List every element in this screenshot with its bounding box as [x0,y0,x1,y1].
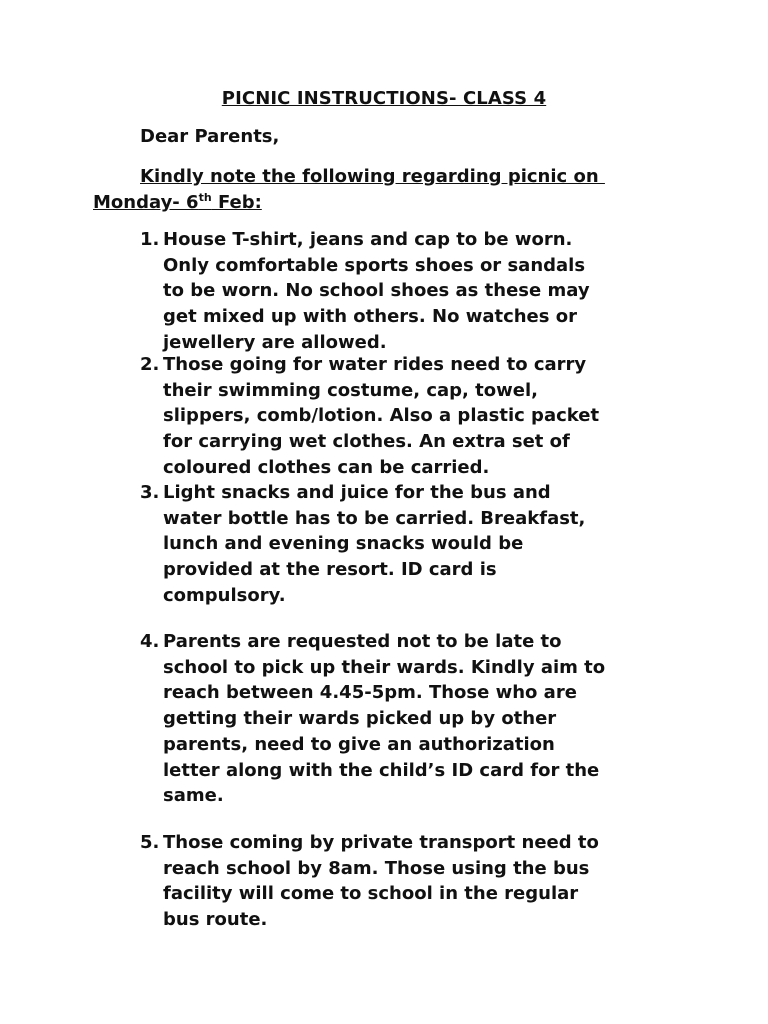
list-item-number: 4. [140,631,160,652]
list-item-1 [140,227,700,356]
list-item-number: 1. [140,229,160,250]
document-title: PICNIC INSTRUCTIONS- CLASS 4 [221,88,547,109]
list-item-text: Parents are requested not to be late to school to pick up their wards. Kindly aim to reach between 4.45-5pm. Those who are getting their wards picked up by other parents, need to give an authorization letter along with the child’s ID card for the same. [163,631,606,807]
list-item-text: Those coming by private transport need to reach school by 8am. Those using the bus facility will come to school in the regular bus route. [163,832,599,931]
intro-date-prefix: Monday- 6 [93,192,199,213]
list-item-2 [140,352,700,481]
list-item-text: House T-shirt, jeans and cap to be worn. Only comfortable sports shoes or sandals to be worn. No school shoes as these may get mixed up with others. No watches or jewellery are allowed. [163,229,590,353]
intro-paragraph [93,164,693,216]
intro-date-suffix: Feb: [211,192,262,213]
list-item-3 [140,480,700,609]
list-item-number: 3. [140,482,160,503]
intro-line-1: Kindly note the following regarding picnic on [140,166,605,187]
list-item-4 [140,629,700,809]
list-item-text: Those going for water rides need to carry their swimming costume, cap, towel, slippers, comb/lotion. Also a plastic packet for carrying wet clothes. An extra set of coloured clothes can be carried. [163,354,600,478]
list-item-text: Light snacks and juice for the bus and water bottle has to be carried. Breakfast, lunch and evening snacks would be provided at the resort. ID card is compulsory. [163,482,586,606]
intro-line-2 [93,190,693,216]
greeting: Dear Parents, [140,126,280,147]
list-item-number: 2. [140,354,160,375]
intro-date-superscript: th [198,191,212,204]
list-item-number: 5. [140,832,160,853]
list-item-5 [140,830,700,933]
